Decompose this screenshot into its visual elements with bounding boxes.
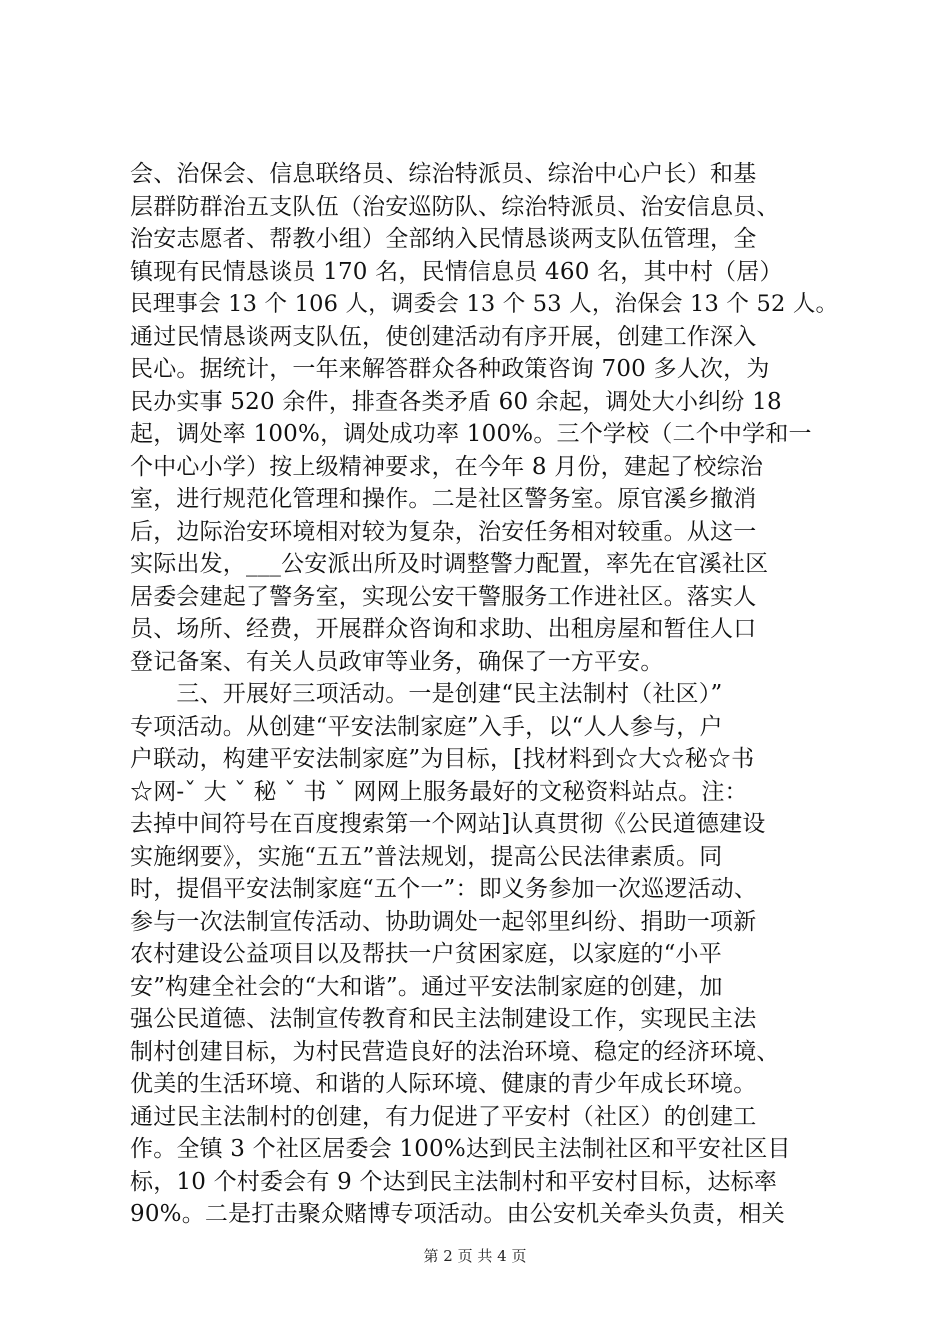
text-line: 个中心小学）按上级精神要求，在今年 8 月份，建起了校综治 xyxy=(130,453,764,480)
text-line: 民心。据统计，一年来解答群众各种政策咨询 700 多人次，为 xyxy=(130,356,770,382)
text-line: 作。全镇 3 个社区居委会 100%达到民主法制社区和平安社区目 xyxy=(130,1136,791,1162)
text-line: 会、治保会、信息联络员、综治特派员、综治中心户长）和基 xyxy=(130,161,757,187)
text-line: 去掉中间符号在百度搜索第一个网站]认真贯彻《公民道德建设 xyxy=(130,811,766,837)
text-line: 90%。二是打击聚众赌博专项活动。由公安机关牵头负责，相关 xyxy=(130,1201,785,1227)
text-line: 层群防群治五支队伍（治安巡防队、综治特派员、治安信息员、 xyxy=(130,193,780,220)
page-number: 第 2 页 共 4 页 xyxy=(423,1247,527,1265)
text-line: 登记备案、有关人员政审等业务，确保了一方平安。 xyxy=(130,648,664,675)
text-line: 制村创建目标，为村民营造良好的法治环境、稳定的经济环境、 xyxy=(130,1038,780,1065)
text-line: 后，边际治安环境相对较为复杂，治安任务相对较重。从这一 xyxy=(130,518,757,545)
text-line: 起，调处率 100%，调处成功率 100%。三个学校（二个中学和一 xyxy=(130,421,812,447)
text-line: 优美的生活环境、和谐的人际环境、健康的青少年成长环境。 xyxy=(130,1071,757,1097)
text-line: 时，提倡平安法制家庭“五个一”：即义务参加一次巡逻活动、 xyxy=(130,876,758,902)
text-line: 通过民主法制村的创建，有力促进了平安村（社区）的创建工 xyxy=(130,1103,757,1130)
text-line: 治安志愿者、帮教小组）全部纳入民情恳谈两支队伍管理，全 xyxy=(130,226,757,252)
text-line: 镇现有民情恳谈员 170 名，民情信息员 460 名，其中村（居） xyxy=(130,258,783,285)
text-line: 实施纲要》，实施“五五”普法规划，提高公民法律素质。同 xyxy=(130,843,723,870)
text-line: 通过民情恳谈两支队伍，使创建活动有序开展，创建工作深入 xyxy=(130,323,757,350)
text-line: 民理事会 13 个 106 人，调委会 13 个 53 人，治保会 13 个 52 人。 xyxy=(130,291,839,317)
text-line: 户联动，构建平安法制家庭”为目标，[找材料到☆大☆秘☆书 xyxy=(130,746,755,772)
text-line: 专项活动。从创建“平安法制家庭”入手，以“人人参与，户 xyxy=(130,713,723,740)
text-line: 民办实事 520 余件，排查各类矛盾 60 余起，调处大小纠纷 18 xyxy=(130,388,782,415)
text-line: ☆网-ˇ 大 ˇ 秘 ˇ 书 ˇ 网网上服务最好的文秘资料站点。注： xyxy=(130,778,748,805)
text-line: 参与一次法制宣传活动、协助调处一起邻里纠纷、捐助一项新 xyxy=(130,908,757,935)
document-body xyxy=(130,158,852,1231)
text-line: 强公民道德、法制宣传教育和民主法制建设工作，实现民主法 xyxy=(130,1006,757,1032)
text-line: 居委会建起了警务室，实现公安干警服务工作进社区。落实人 xyxy=(130,583,757,610)
text-line: 安”构建全社会的“大和谐”。通过平安法制家庭的创建，加 xyxy=(130,973,723,1000)
text-line: 标，10 个村委会有 9 个达到民主法制村和平安村目标，达标率 xyxy=(130,1168,778,1195)
text-line: 室，进行规范化管理和操作。二是社区警务室。原官溪乡撤消 xyxy=(130,486,757,512)
text-line: 三、开展好三项活动。一是创建“民主法制村（社区）” xyxy=(130,681,723,707)
text-line: 实际出发，___公安派出所及时调整警力配置，率先在官溪社区 xyxy=(130,551,769,577)
text-line: 员、场所、经费，开展群众咨询和求助、出租房屋和暂住人口 xyxy=(130,616,757,642)
text-line: 农村建设公益项目以及帮扶一户贫困家庭，以家庭的“小平 xyxy=(130,941,722,967)
